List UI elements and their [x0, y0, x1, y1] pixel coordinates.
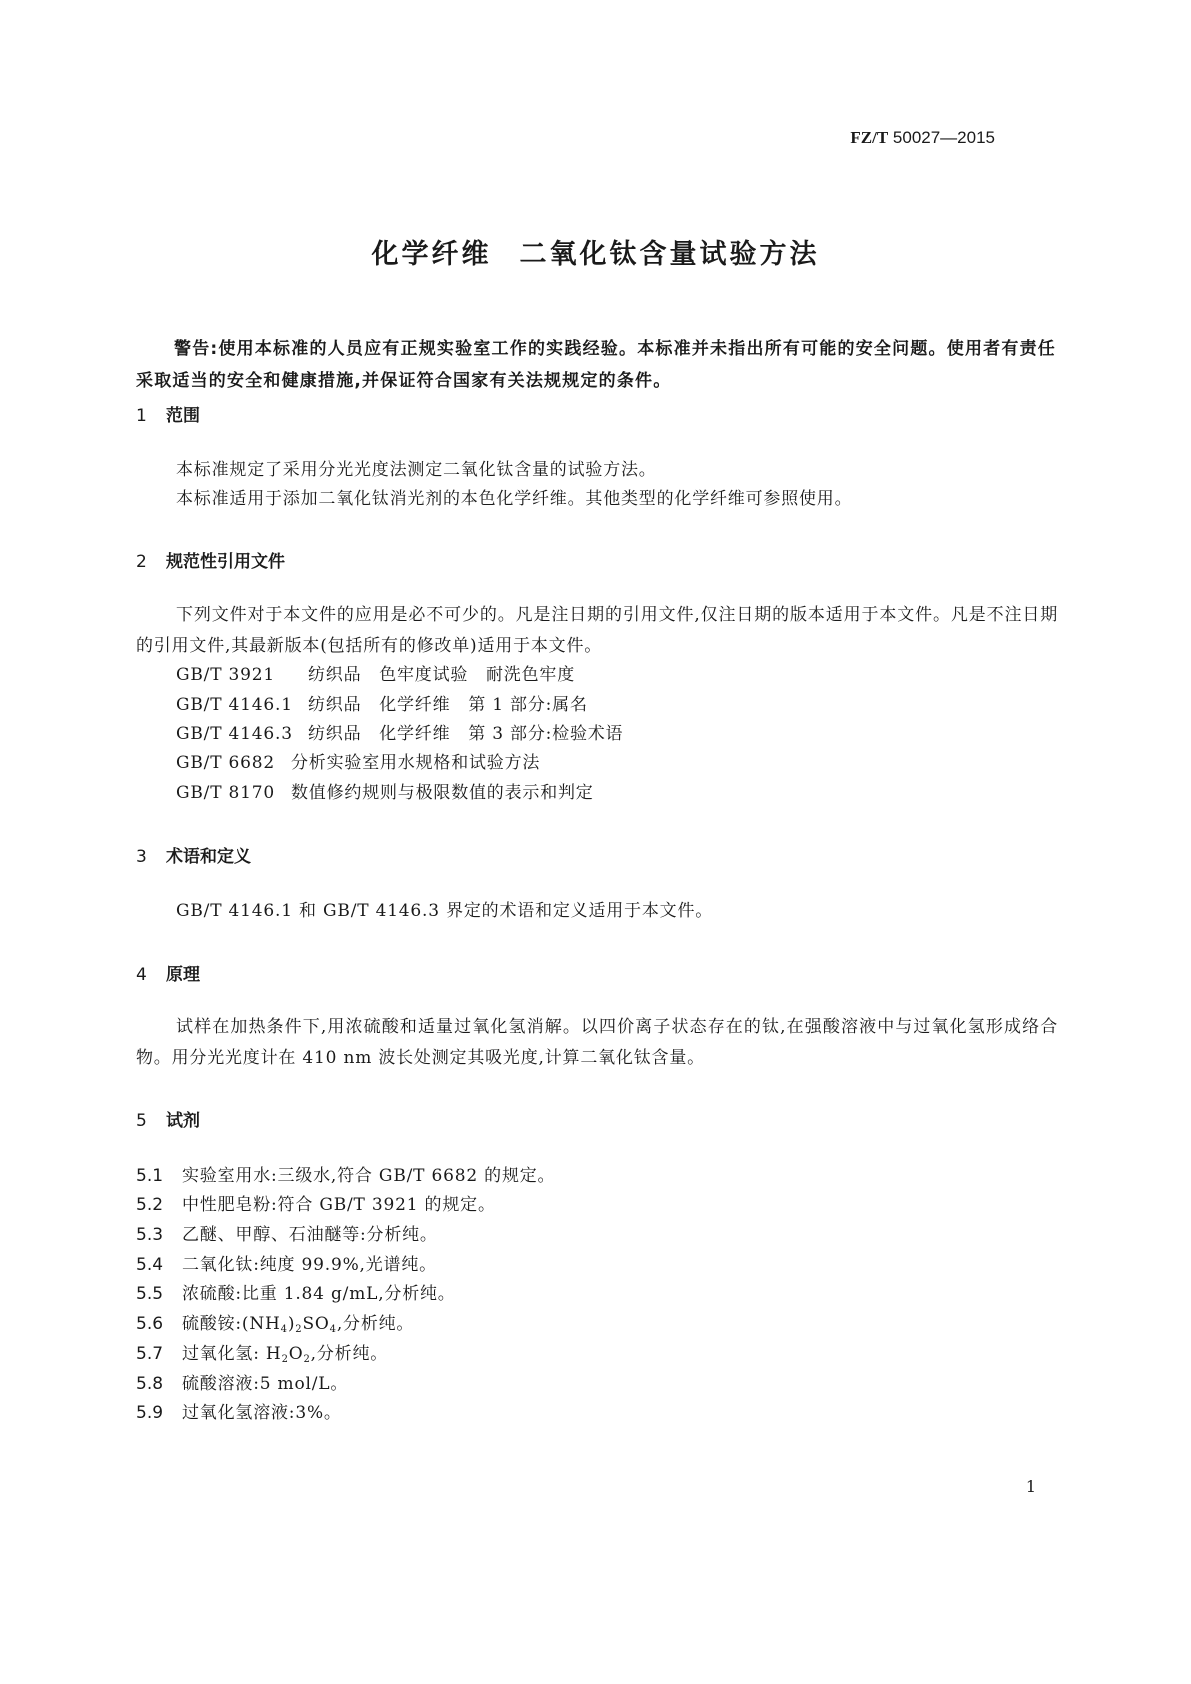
section-heading-reagents — [136, 1106, 200, 1131]
section-title: 术语和定义 — [166, 847, 251, 867]
reagent-text: 实验室用水:三级水,符合 GB/T 6682 的规定。 — [182, 1166, 556, 1186]
reference-code: GB/T 8170 — [176, 783, 276, 803]
section-title: 试剂 — [166, 1111, 200, 1131]
formula-part: 过氧化氢: H — [182, 1344, 282, 1364]
reference-code: GB/T 6682 — [176, 753, 276, 773]
reagent-text: 浓硫酸:比重 1.84 g/mL,分析纯。 — [182, 1284, 456, 1304]
formula-part: ,分析纯。 — [310, 1344, 389, 1364]
reference-code: GB/T 4146.3 — [176, 724, 293, 744]
reagent-item — [136, 1220, 438, 1245]
reference-item — [176, 719, 623, 750]
terms-paragraph: GB/T 4146.1 和 GB/T 4146.3 界定的术语和定义适用于本文件。 — [176, 901, 714, 921]
section-heading-scope — [136, 401, 200, 426]
reagent-item — [136, 1369, 348, 1394]
reagent-number: 5.2 — [136, 1195, 164, 1215]
reagent-item — [136, 1190, 496, 1215]
reagent-item — [136, 1161, 555, 1186]
reagent-number: 5.4 — [136, 1255, 164, 1275]
section-number: 5 — [136, 1111, 147, 1131]
formula-part: SO — [302, 1314, 330, 1334]
reagent-text: 硫酸溶液:5 mol/L。 — [182, 1374, 349, 1394]
reference-item — [176, 778, 594, 809]
section-number: 2 — [136, 552, 147, 572]
reference-code: GB/T 4146.1 — [176, 695, 293, 715]
formula-part: ,分析纯。 — [336, 1314, 415, 1334]
reference-item — [176, 748, 540, 779]
standard-prefix: FZ/T — [850, 128, 889, 147]
page-number: 1 — [1025, 1477, 1036, 1496]
formula-subscript: 2 — [281, 1354, 289, 1365]
reagent-number: 5.9 — [136, 1403, 164, 1423]
warning-paragraph: 警告:使用本标准的人员应有正规实验室工作的实践经验。本标准并未指出所有可能的安全问题。使用者有责任采取适当的安全和健康措施,并保证符合国家有关法规规定的条件。 — [136, 339, 1056, 391]
document-title — [0, 232, 1191, 271]
section-title: 原理 — [166, 965, 200, 985]
formula-part: O — [288, 1344, 304, 1364]
section-title: 范围 — [166, 406, 200, 426]
reference-item — [176, 660, 575, 691]
title-part2: 二氧化钛含量试验方法 — [519, 239, 820, 270]
formula-part: 硫酸铵:(NH — [182, 1314, 281, 1334]
formula-subscript: 4 — [329, 1324, 337, 1335]
standard-code — [850, 128, 995, 148]
principle-paragraph: 试样在加热条件下,用浓硫酸和适量过氧化氢消解。以四价离子状态存在的钛,在强酸溶液中与过氧化氢形成络合物。用分光光度计在 410 nm 波长处测定其吸光度,计算二氧化钛含量。 — [136, 1017, 1058, 1068]
reagent-text: 中性肥皂粉:符合 GB/T 3921 的规定。 — [182, 1195, 496, 1215]
reagent-number: 5.3 — [136, 1225, 164, 1245]
reagent-item — [136, 1279, 456, 1304]
reagent-number: 5.1 — [136, 1166, 164, 1186]
reference-title: 纺织品 化学纤维 第 1 部分:属名 — [308, 695, 588, 715]
formula-part: ) — [287, 1314, 296, 1334]
reference-item — [176, 690, 588, 721]
section-number: 4 — [136, 965, 147, 985]
reagent-item — [136, 1309, 414, 1335]
formula-subscript: 2 — [295, 1324, 303, 1335]
reagent-text: 二氧化钛:纯度 99.9%,光谱纯。 — [182, 1255, 437, 1275]
reagent-text: 乙醚、甲醇、石油醚等:分析纯。 — [182, 1225, 438, 1245]
reagent-text: 过氧化氢溶液:3%。 — [182, 1403, 342, 1423]
section-heading-terms — [136, 842, 251, 867]
formula-subscript: 2 — [303, 1354, 311, 1365]
title-part1: 化学纤维 — [371, 239, 492, 270]
reagent-item — [136, 1398, 342, 1423]
reagent-item — [136, 1339, 388, 1365]
reference-title: 纺织品 化学纤维 第 3 部分:检验术语 — [308, 724, 624, 744]
reagent-text — [182, 1344, 388, 1364]
scope-paragraph-1: 本标准规定了采用分光光度法测定二氧化钛含量的试验方法。 — [176, 460, 657, 480]
refs-intro-paragraph: 下列文件对于本文件的应用是必不可少的。凡是注日期的引用文件,仅注日期的版本适用于本文件。凡是不注日期的引用文件,其最新版本(包括所有的修改单)适用于本文件。 — [136, 605, 1058, 656]
section-title: 规范性引用文件 — [166, 552, 285, 572]
reagent-number: 5.7 — [136, 1344, 164, 1364]
section-heading-principle — [136, 960, 200, 985]
reference-code: GB/T 3921 — [176, 665, 276, 685]
reagent-number: 5.8 — [136, 1374, 164, 1394]
reference-title: 数值修约规则与极限数值的表示和判定 — [291, 783, 594, 803]
reagent-text — [182, 1314, 414, 1334]
section-number: 3 — [136, 847, 147, 867]
scope-paragraph-2: 本标准适用于添加二氧化钛消光剂的本色化学纤维。其他类型的化学纤维可参照使用。 — [176, 489, 853, 509]
formula-subscript: 4 — [280, 1324, 288, 1335]
section-number: 1 — [136, 406, 147, 426]
reagent-number: 5.5 — [136, 1284, 164, 1304]
standard-number: 50027—2015 — [892, 128, 995, 147]
reagent-item — [136, 1250, 437, 1275]
reference-title: 纺织品 色牢度试验 耐洗色牢度 — [308, 665, 575, 685]
reagent-number: 5.6 — [136, 1314, 164, 1334]
section-heading-refs — [136, 547, 285, 572]
reference-title: 分析实验室用水规格和试验方法 — [291, 753, 541, 773]
